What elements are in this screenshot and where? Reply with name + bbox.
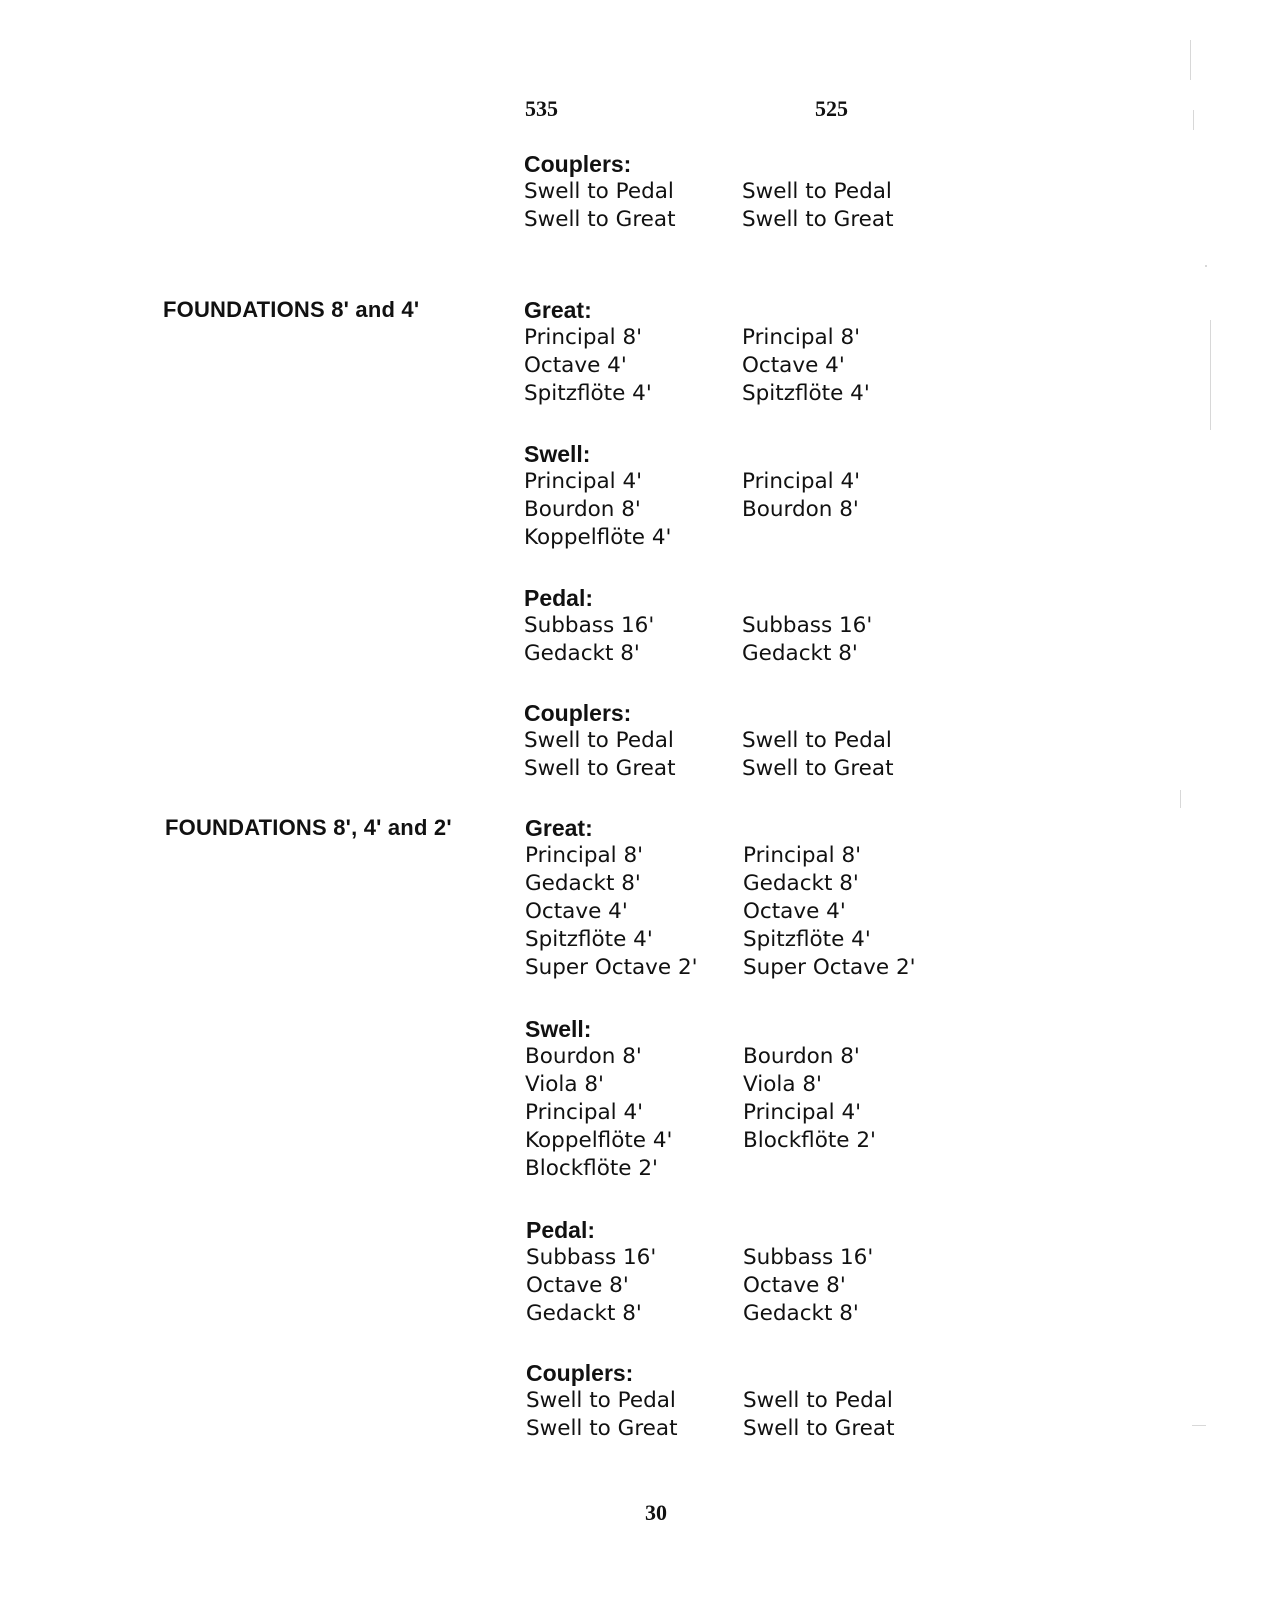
page-number: 30 <box>645 1500 667 1525</box>
group-label-great: Great: <box>525 815 593 841</box>
stop-list-item: Subbass 16' <box>743 1245 874 1270</box>
stop-list-item: Gedackt 8' <box>742 641 858 666</box>
stop-list-item: Gedackt 8' <box>743 1301 859 1326</box>
stop-list-item: Spitzflöte 4' <box>524 381 652 406</box>
stop-list-item: Super Octave 2' <box>743 955 916 980</box>
stop-list-item: Blockflöte 2' <box>743 1128 876 1153</box>
group-label-couplers: Couplers: <box>524 700 632 726</box>
group-label-swell: Swell: <box>525 1016 592 1042</box>
stop-list-item: Spitzflöte 4' <box>525 927 653 952</box>
stop-list-item: Swell to Great <box>743 1416 895 1441</box>
stop-list-item: Octave 4' <box>524 353 627 378</box>
column-header-525: 525 <box>815 96 848 121</box>
stop-list-item: Swell to Great <box>742 756 894 781</box>
stop-list-item: Swell to Pedal <box>743 1388 893 1413</box>
section-title: FOUNDATIONS 8' and 4' <box>163 297 420 322</box>
scan-artifact <box>1180 790 1181 808</box>
stop-list-item: Gedackt 8' <box>743 871 859 896</box>
stop-list-item: Octave 8' <box>743 1273 846 1298</box>
column-header-535: 535 <box>525 96 558 121</box>
stop-list-item: Swell to Great <box>742 207 894 232</box>
section-title: FOUNDATIONS 8', 4' and 2' <box>165 815 452 840</box>
group-label-great: Great: <box>524 297 592 323</box>
stop-list-item: Swell to Pedal <box>742 179 892 204</box>
stop-list-item: Subbass 16' <box>742 613 873 638</box>
stop-list-item: Viola 8' <box>525 1072 604 1097</box>
group-label-swell: Swell: <box>524 441 591 467</box>
stop-list-item: Swell to Great <box>526 1416 678 1441</box>
stop-list-item: Viola 8' <box>743 1072 822 1097</box>
stop-list-item: Gedackt 8' <box>524 641 640 666</box>
stop-list-item: Octave 4' <box>742 353 845 378</box>
stop-list-item: Bourdon 8' <box>525 1044 642 1069</box>
scan-artifact <box>1205 265 1207 267</box>
group-label-pedal: Pedal: <box>524 585 594 611</box>
stop-list-item: Koppelflöte 4' <box>524 525 672 550</box>
scan-artifact <box>1192 1425 1206 1426</box>
stop-list-item: Principal 4' <box>743 1100 862 1125</box>
stop-list-item: Principal 8' <box>743 843 862 868</box>
stop-list-item: Bourdon 8' <box>524 497 641 522</box>
stop-list-item: Bourdon 8' <box>743 1044 860 1069</box>
stop-list-item: Octave 4' <box>743 899 846 924</box>
stop-list-item: Principal 4' <box>742 469 861 494</box>
stop-list-item: Swell to Pedal <box>526 1388 676 1413</box>
stop-list-item: Swell to Great <box>524 207 676 232</box>
stop-list-item: Principal 4' <box>524 469 643 494</box>
group-label-couplers: Couplers: <box>524 151 632 177</box>
stop-list-item: Swell to Great <box>524 756 676 781</box>
stop-list-item: Gedackt 8' <box>526 1301 642 1326</box>
stop-list-item: Blockflöte 2' <box>525 1156 658 1181</box>
stop-list-item: Swell to Pedal <box>742 728 892 753</box>
stop-list-item: Octave 4' <box>525 899 628 924</box>
stop-list-item: Subbass 16' <box>524 613 655 638</box>
scan-artifact <box>1193 110 1194 130</box>
stop-list-item: Principal 8' <box>524 325 643 350</box>
stop-list-item: Swell to Pedal <box>524 728 674 753</box>
stop-list-item: Spitzflöte 4' <box>742 381 870 406</box>
stop-list-item: Octave 8' <box>526 1273 629 1298</box>
stop-list-item: Spitzflöte 4' <box>743 927 871 952</box>
stop-list-item: Swell to Pedal <box>524 179 674 204</box>
stop-list-item: Principal 4' <box>525 1100 644 1125</box>
group-label-pedal: Pedal: <box>526 1217 596 1243</box>
group-label-couplers: Couplers: <box>526 1360 634 1386</box>
stop-list-item: Super Octave 2' <box>525 955 698 980</box>
scan-artifact <box>1190 40 1191 80</box>
scan-artifact <box>1210 320 1211 430</box>
stop-list-item: Principal 8' <box>742 325 861 350</box>
stop-list-item: Principal 8' <box>525 843 644 868</box>
stop-list-item: Gedackt 8' <box>525 871 641 896</box>
stop-list-item: Koppelflöte 4' <box>525 1128 673 1153</box>
stop-list-item: Subbass 16' <box>526 1245 657 1270</box>
stop-list-item: Bourdon 8' <box>742 497 859 522</box>
